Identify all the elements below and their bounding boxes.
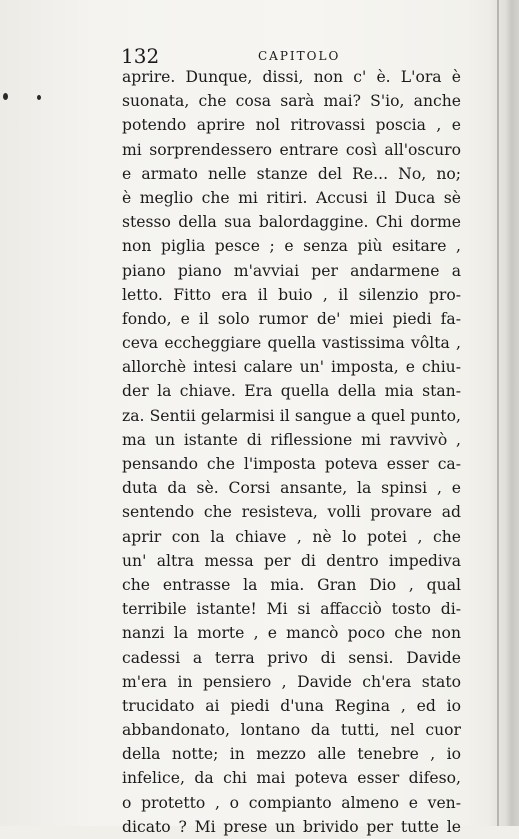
text-line: un' altra messa per di dentro impediva xyxy=(122,551,461,570)
text-line: abbandonato, lontano da tutti, nel cuor xyxy=(122,721,461,740)
text-line: aprir con la chiave , nè lo potei , che xyxy=(122,527,461,546)
text-line: aprire. Dunque, dissi, non c' è. L'ora è xyxy=(122,68,461,86)
text-line: fondo, e il solo rumor de' miei piedi fa- xyxy=(122,309,461,328)
text-line: non piglia pesce ; e senza più esitare , xyxy=(122,237,461,256)
text-line: cadessi a terra privo di sensi. Davide xyxy=(122,648,461,667)
text-line: letto. Fitto era il buio , il silenzio pro- xyxy=(122,285,461,304)
text-line: potendo aprire nol ritrovassi poscia , e xyxy=(122,116,461,135)
body-text xyxy=(122,65,461,839)
text-line: suonata, che cosa sarà mai? S'io, anche xyxy=(122,92,461,111)
text-line: nanzi la morte , e mancò poco che non xyxy=(122,624,461,643)
ink-spot xyxy=(37,95,41,100)
text-line: ceva eccheggiare quella vastissima vôlta , xyxy=(122,334,461,353)
text-line: dicato ? Mi prese un brivido per tutte le xyxy=(122,817,461,836)
text-line: m'era in pensiero , Davide ch'era stato xyxy=(122,672,461,691)
text-line: e armato nelle stanze del Re... No, no; xyxy=(122,164,461,183)
text-line: za. Sentii gelarmisi il sangue a quel punto, xyxy=(122,406,461,425)
text-line: o protetto , o compianto almeno e ven- xyxy=(122,793,461,812)
running-head: CAPITOLO xyxy=(258,49,341,63)
text-line: stesso della sua balordaggine. Chi dorme xyxy=(122,213,461,232)
text-line: terribile istante! Mi si affacciò tosto di- xyxy=(122,600,461,619)
text-line: della notte; in mezzo alle tenebre , io xyxy=(122,745,461,764)
text-line: mi sorprendessero entrare così all'oscuro xyxy=(122,140,461,159)
page-edge-shadow xyxy=(489,0,519,826)
text-line: pensando che l'imposta poteva esser ca- xyxy=(122,455,461,473)
text-line: che entrasse la mia. Gran Dio , qual xyxy=(122,575,461,594)
text-line: piano piano m'avviai per andarmene a xyxy=(122,261,461,280)
text-line: allorchè intesi calare un' imposta, e chiu- xyxy=(122,358,461,377)
text-line: sentendo che resisteva, volli provare ad xyxy=(122,503,461,522)
text-line: è meglio che mi ritiri. Accusi il Duca sè xyxy=(122,188,461,207)
text-line: infelice, da chi mai poteva esser difeso, xyxy=(122,769,461,788)
text-line: ma un istante di riflessione mi ravvivò , xyxy=(122,430,461,449)
ink-spot xyxy=(3,93,8,100)
page-fold-line xyxy=(497,0,499,826)
text-line: duta da sè. Corsi ansante, la spinsi , e xyxy=(122,479,461,498)
page-number: 132 xyxy=(121,44,160,68)
text-line: trucidato ai piedi d'una Regina , ed io xyxy=(122,696,461,715)
text-line: der la chiave. Era quella della mia stan- xyxy=(122,382,461,401)
